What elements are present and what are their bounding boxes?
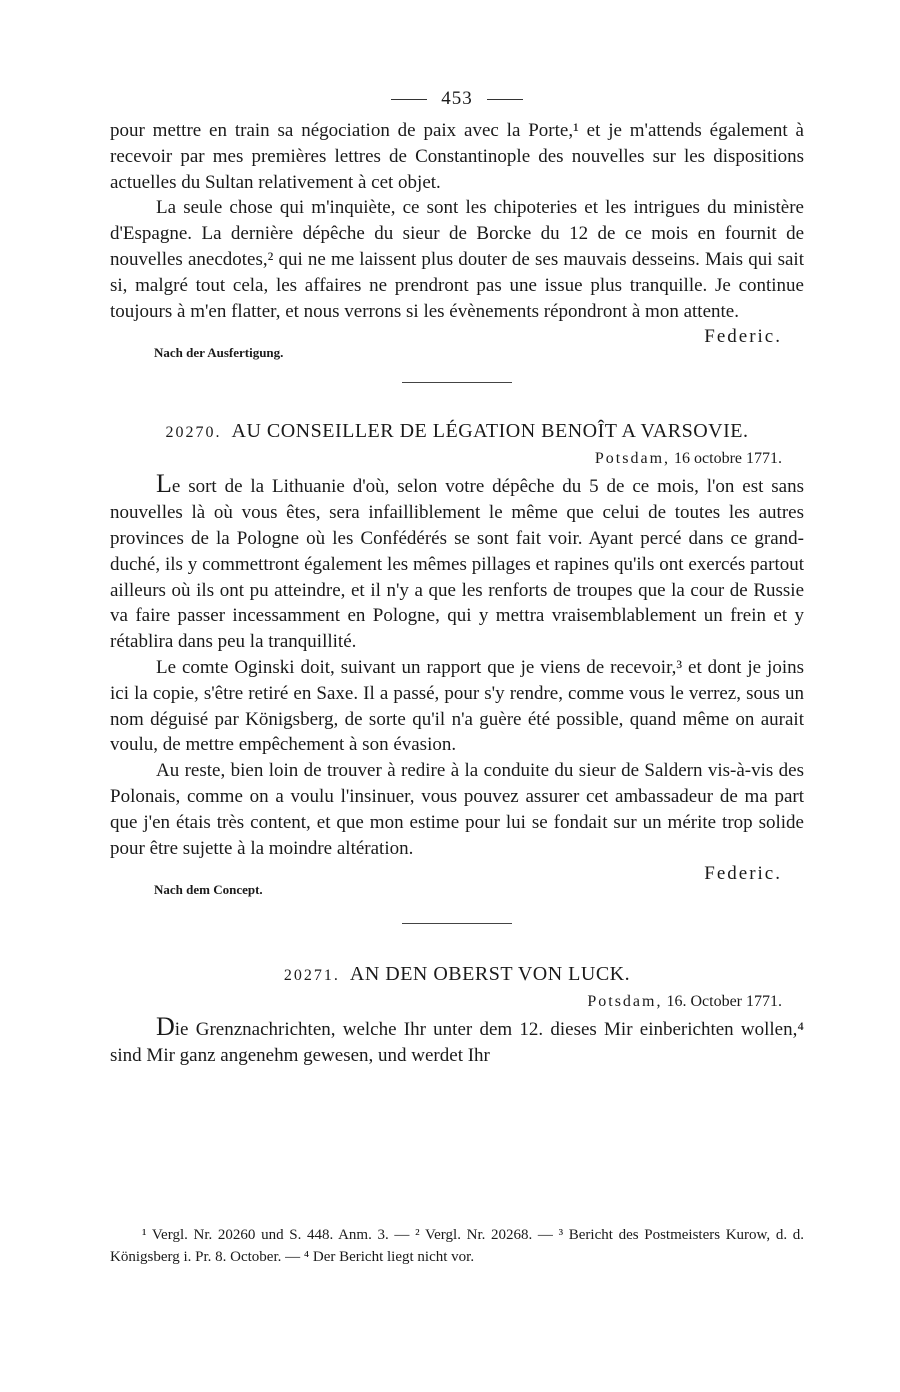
initial-letter: L <box>156 469 172 499</box>
dateline-place: Potsdam, <box>587 993 663 1011</box>
letter-20270 <box>110 417 804 899</box>
letter-heading <box>110 417 804 447</box>
paragraph: La seule chose qui m'inquiète, ce sont les chipoteries et les intrigues du ministère d'Espagne. La dernière dépêche du sieur de Borcke du 12 de ce mois en fournit de nouvelles anecdotes,² qui ne me laissent plus douter de ses mauvais desseins. Mais qui sait si, malgré tout cela, les affaires ne prendront pas une issue plus tranquille. Je continue toujours à m'en flatter, et nous verrons si les évènements répondront à mon attente. <box>110 197 804 322</box>
letter-title: AU CONSEILLER DE LÉGATION BENOÎT A VARSOVIE. <box>231 420 749 443</box>
page-number: 453 <box>441 88 473 109</box>
header-dash-left <box>391 99 427 100</box>
letter-continuation <box>110 118 804 362</box>
dateline <box>110 447 804 471</box>
paragraph <box>110 1014 804 1069</box>
letter-heading <box>110 960 804 990</box>
paragraph: Le comte Oginski doit, suivant un rapport que je viens de recevoir,³ et dont je joins ici la copie, s'être retiré en Saxe. Il a passé, pour s'y rendre, comme vous le verrez, sous un nom déguisé par Königsberg, de sorte qu'il n'a guère été possible, quand même on aurait voulu, de mettre empêchement à son évasion. <box>110 656 804 756</box>
dateline-date: 16. October 1771. <box>666 993 782 1011</box>
initial-letter: D <box>156 1012 175 1042</box>
paragraph-text: ie Grenznachrichten, welche Ihr unter dem 12. dieses Mir einberichten wollen,⁴ sind Mir ganz angenehm gewesen, und werdet Ihr <box>110 1019 804 1067</box>
page-header <box>110 88 804 118</box>
letter-20271 <box>110 960 804 1069</box>
page-body <box>110 88 804 1069</box>
paragraph: Au reste, bien loin de trouver à redire à la conduite du sieur de Saldern vis-à-vis des Polonais, comme on a voulu l'insinuer, vous pouvez assurer cet ambassadeur de ma part que j'en étais très content, et que mon estime pour lui se fondait sur un mérite trop solide pour être sujette à la moindre altération. <box>110 760 804 859</box>
dateline-date: 16 octobre 1771. <box>674 450 782 468</box>
source-note: Nach dem Concept. <box>154 882 263 898</box>
paragraph: pour mettre en train sa négociation de paix avec la Porte,¹ et je m'attends également à recevoir par mes premières lettres de Constantinople des nouvelles sur les dispositions actuelles du Sultan relativement à cet objet. <box>110 120 804 193</box>
source-note: Nach der Ausfertigung. <box>154 345 284 361</box>
letter-number: 20270. <box>165 424 222 442</box>
signature: Federic. <box>704 863 782 885</box>
paragraph <box>110 471 804 655</box>
header-dash-right <box>487 99 523 100</box>
letter-number: 20271. <box>283 967 340 985</box>
dateline-place: Potsdam, <box>594 450 671 468</box>
signature: Federic. <box>704 326 782 348</box>
footnotes <box>110 1224 804 1268</box>
paragraph-text: e sort de la Lithuanie d'où, selon votre dépêche du 5 de ce mois, l'on est sans nouvelles là où vous êtes, sera infailliblement le même que celui de toutes les autres provinces de la Pologne où les Confédérés se sont fait voir. Ayant percé dans ce grand-duché, ils y commettront également les mêmes pillages et rapines qu'ils ont exercés partout ailleurs où ils ont pu atteindre, et il n'y a que les renforts de troupes que la cour de Russie va faire passer incessamment en Pologne, qui y mettra vraisemblablement un frein et y rétablira dans peu la tranquillité. <box>110 476 804 653</box>
letter-title: AN DEN OBERST VON LUCK. <box>349 963 631 986</box>
section-divider <box>402 923 512 924</box>
footnote-text: ¹ Vergl. Nr. 20260 und S. 448. Anm. 3. — ² Vergl. Nr. 20268. — ³ Bericht des Postmeisters Kurow, d. d. Königsberg i. Pr. 8. October. — ⁴ Der Bericht liegt nicht vor. <box>110 1227 804 1265</box>
section-divider <box>402 382 512 383</box>
dateline <box>110 990 804 1014</box>
